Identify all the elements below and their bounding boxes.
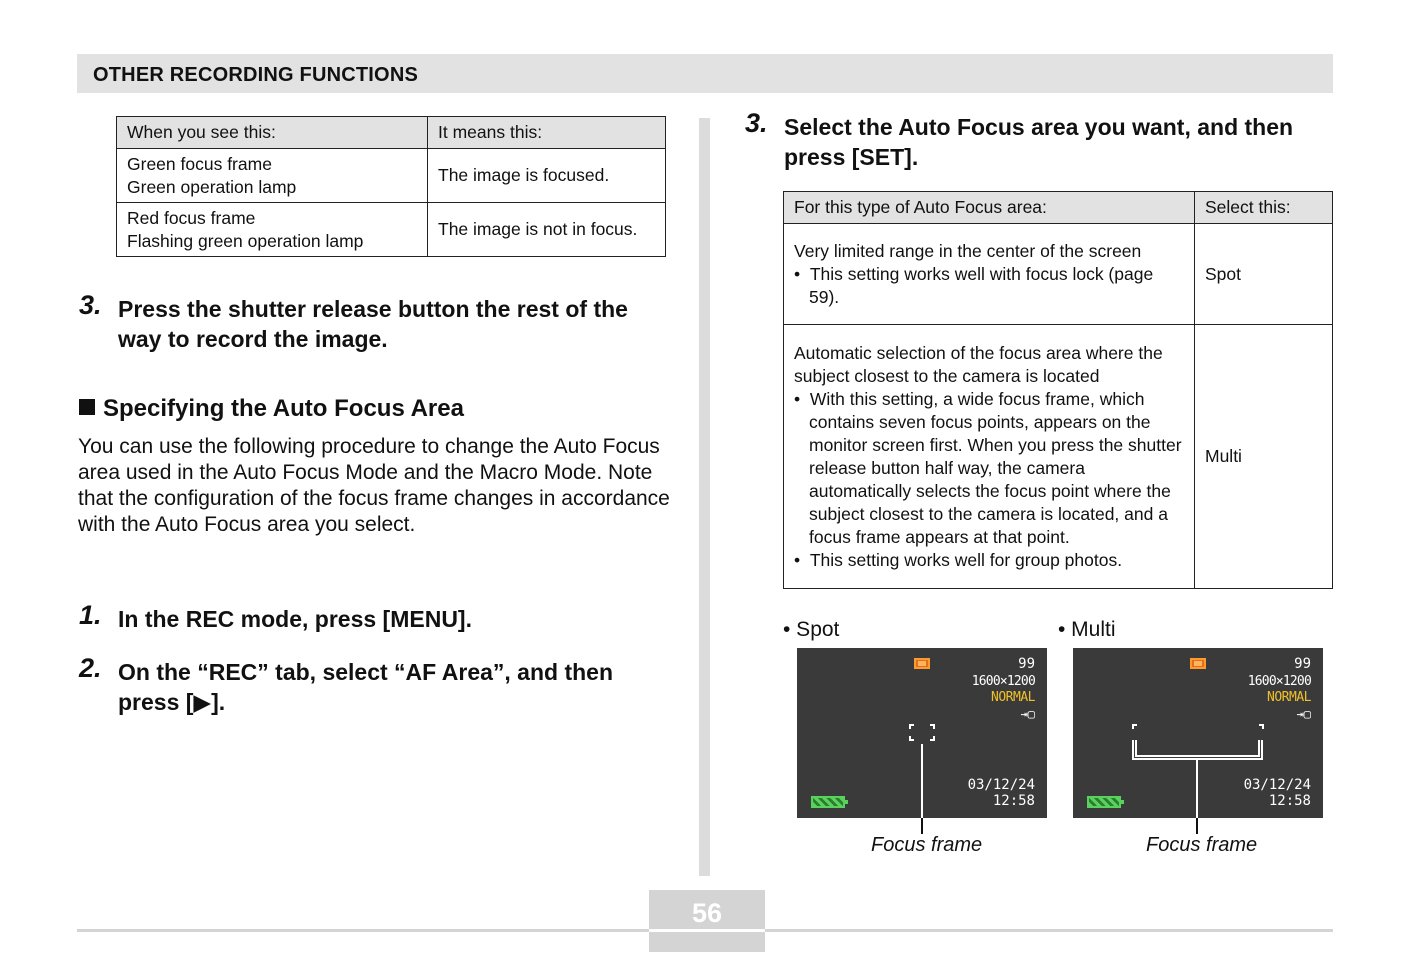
time-readout: 12:58 (992, 793, 1035, 809)
step-1-menu (79, 600, 669, 634)
table-cell (117, 149, 428, 203)
table-row (117, 203, 666, 257)
table-header-row (784, 192, 1333, 224)
table-row (784, 325, 1333, 589)
section-heading (79, 394, 464, 424)
table-header-cell: For this type of Auto Focus area: (784, 192, 1195, 224)
rec-icon (914, 658, 930, 669)
table-cell: The image is not in focus. (428, 203, 666, 257)
cell-text: Flashing green operation lamp (127, 230, 364, 251)
bullet-text: This setting works well for group photos. (809, 549, 1123, 570)
table-row (117, 149, 666, 203)
footer-rule-gap (649, 929, 765, 932)
table-cell (784, 224, 1195, 325)
shots-remaining: 99 (1294, 656, 1311, 672)
image-size: 1600×1200 (1247, 674, 1311, 689)
focus-status-table (116, 116, 666, 257)
section-heading-text: Specifying the Auto Focus Area (103, 395, 464, 422)
header-bar (77, 54, 1333, 93)
cell-text: Red focus frame (127, 207, 256, 228)
table-cell: The image is focused. (428, 149, 666, 203)
bullet-text: With this setting, a wide focus frame, which contains seven focus points, appears on the monitor screen first. When you press the shutter release button half way, the camera automatically selects the focus point where the subject closest to the camera is located, and a focus frame appears at that point. (809, 388, 1182, 547)
step-3-shutter (79, 290, 669, 354)
focus-bracket (930, 736, 935, 741)
square-bullet-icon (79, 399, 95, 415)
page-header-title: OTHER RECORDING FUNCTIONS (93, 64, 418, 86)
quality-setting: NORMAL (1267, 690, 1311, 705)
bullet-text: This setting works well with focus lock (page 59). (809, 263, 1154, 307)
focus-bracket (1259, 724, 1264, 729)
step-number: 1. (79, 600, 102, 630)
date-readout: 03/12/24 (967, 777, 1035, 793)
column-divider (699, 118, 710, 876)
focus-bracket-wide-inner (1135, 740, 1260, 757)
quality-setting: NORMAL (991, 690, 1035, 705)
shots-remaining: 99 (1018, 656, 1035, 672)
table-header-cell: Select this: (1195, 192, 1333, 224)
caption-leader (921, 818, 923, 834)
page-number-box (649, 890, 765, 952)
table-header-cell: It means this: (428, 117, 666, 149)
section-paragraph: You can use the following procedure to change the Auto Focus area used in the Auto Focus Mode and the Macro Mode. Note that the configuration of the focus frame changes in accordance with the Auto Focus area you select. (78, 435, 670, 536)
cell-text: Very limited range in the center of the screen (794, 240, 1142, 261)
image-size: 1600×1200 (971, 674, 1035, 689)
flash-icon: ⇥▢ (1296, 707, 1311, 721)
table-cell: Spot (1195, 224, 1333, 325)
focus-bracket (909, 724, 914, 729)
bullet-item: • This setting works well for group photos. (794, 549, 1123, 570)
table-row (784, 224, 1333, 325)
step-text: In the REC mode, press [MENU]. (118, 606, 472, 632)
step-number: 3. (79, 290, 102, 320)
cell-text: Automatic selection of the focus area where the subject closest to the camera is located (794, 342, 1163, 386)
table-cell: Multi (1195, 325, 1333, 589)
cell-text: Green focus frame (127, 153, 272, 174)
step-text: Press the shutter release button the rest of the way to record the image. (118, 296, 628, 352)
step-3-select-area (745, 108, 1325, 172)
spot-label: • Spot (783, 618, 840, 641)
battery-icon (1087, 796, 1121, 808)
step-text: Select the Auto Focus area you want, and then press [SET]. (784, 114, 1294, 170)
multi-monitor-screen (1073, 648, 1323, 818)
step-number: 3. (745, 108, 768, 138)
bullet-item: • With this setting, a wide focus frame, which contains seven focus points, appears on the monitor screen first. When you press the shutter release button half way, the camera automatically selects the focus point where the subject closest to the camera is located, and a focus frame appears at that point. (794, 388, 1182, 547)
multi-caption: Focus frame (1146, 834, 1258, 856)
table-cell (784, 325, 1195, 589)
spot-caption: Focus frame (871, 834, 983, 856)
battery-icon (811, 796, 845, 808)
focus-bracket (930, 724, 935, 729)
step-number: 2. (79, 653, 102, 683)
focus-bracket (909, 736, 914, 741)
flash-icon: ⇥▢ (1020, 707, 1035, 721)
date-readout: 03/12/24 (1243, 777, 1311, 793)
table-cell (117, 203, 428, 257)
table-header-row (117, 117, 666, 149)
bullet-item: • This setting works well with focus lock (page 59). (794, 263, 1154, 307)
multi-label: • Multi (1058, 618, 1116, 641)
af-area-table (783, 191, 1333, 589)
focus-frame-leader (921, 744, 923, 818)
spot-monitor-screen (797, 648, 1047, 818)
focus-frame-leader (1196, 760, 1198, 818)
step-2-af-area (79, 653, 669, 717)
cell-text: Green operation lamp (127, 176, 297, 197)
caption-leader (1196, 818, 1198, 834)
page-number: 56 (691, 898, 723, 928)
focus-bracket (1132, 724, 1137, 729)
rec-icon (1190, 658, 1206, 669)
time-readout: 12:58 (1268, 793, 1311, 809)
table-header-cell: When you see this: (117, 117, 428, 149)
step-text: On the “REC” tab, select “AF Area”, and then press [▶]. (118, 659, 614, 715)
